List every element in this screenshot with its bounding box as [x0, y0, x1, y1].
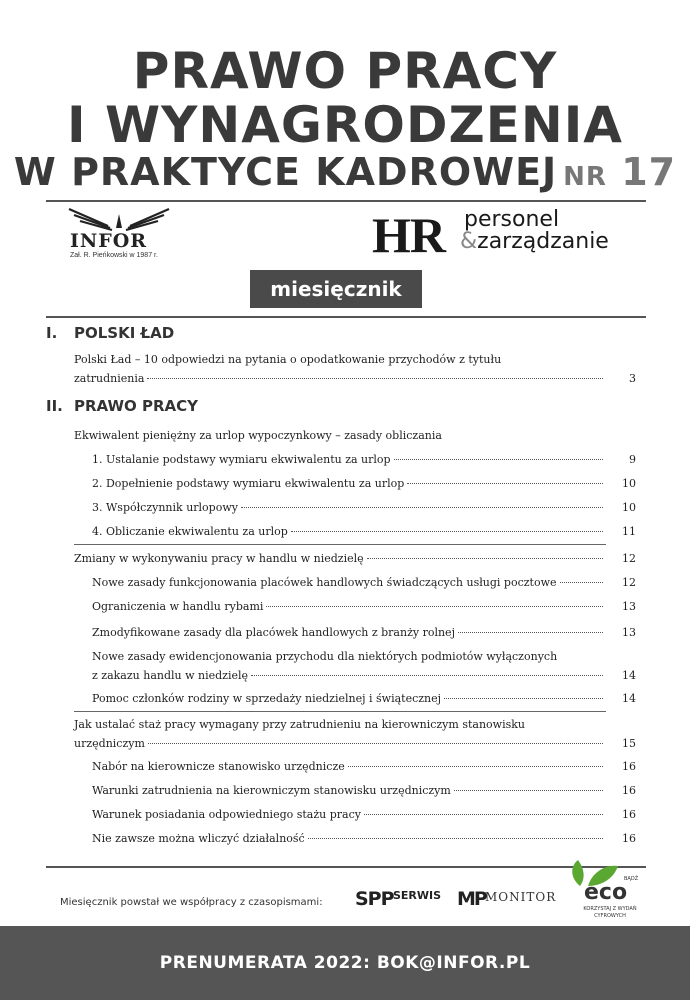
toc-entry-title: Pomoc członków rodziny w sprzedaży niedzielnej i świątecznej: [92, 692, 442, 705]
spp-mark: SPP: [355, 888, 394, 910]
masthead-line-3-text: W PRAKTYCE KADROWEJ: [13, 150, 558, 194]
toc-entry-title: Nie zawsze można wliczyć działalność: [92, 832, 305, 845]
toc-page-number: 10: [622, 477, 636, 490]
toc-entry-title: Nowe zasady ewidencjonowania przychodu dla niektórych podmiotów wyłączonych: [92, 650, 558, 663]
toc-entry-title: Nabór na kierownicze stanowisko urzędnicze: [92, 760, 345, 773]
hr-ampersand: &: [460, 229, 478, 254]
toc-entry-title: Zmiany w wykonywaniu pracy w handlu w niedzielę: [74, 552, 364, 565]
toc-entry-title: 3. Współczynnik urlopowy: [92, 501, 238, 514]
toc-entry[interactable]: [92, 781, 636, 800]
eco-sub: KORZYSTAJ Z WYDAŃ CYFROWYCH: [583, 906, 637, 919]
toc-page-number: 15: [622, 737, 636, 750]
masthead-line-3: [0, 150, 690, 199]
spp-serwis-logo: [355, 888, 442, 912]
leader-dots: [266, 606, 603, 607]
section-number: I.: [46, 324, 58, 342]
monitor-logo: [457, 888, 557, 912]
partners-intro: Miesięcznik powstał we współpracy z czasopismami:: [60, 897, 323, 908]
toc-entry-title: Jak ustalać staż pracy wymagany przy zatrudnieniu na kierowniczym stanowisku: [74, 718, 525, 731]
toc-entry-title: 4. Obliczanie ekwiwalentu za urlop: [92, 525, 288, 538]
hr-personel: personel: [464, 207, 560, 232]
masthead-line-1: PRAWO PRACY: [132, 42, 558, 100]
toc-entry-title: Zmodyfikowane zasady dla placówek handlowych z branży rolnej: [92, 626, 455, 639]
toc-entry-title: Warunki zatrudnienia na kierowniczym stanowisku urzędniczym: [92, 784, 451, 797]
section-title: PRAWO PRACY: [74, 397, 199, 415]
toc-entry[interactable]: [92, 498, 636, 517]
monitor-name: MONITOR: [485, 890, 557, 904]
section-number: II.: [46, 397, 63, 415]
section-heading-i: [46, 324, 174, 342]
toc-page-number: 14: [622, 669, 636, 682]
toc-page-number: 3: [629, 372, 636, 385]
toc-entry[interactable]: [92, 450, 636, 469]
toc-entry[interactable]: [92, 757, 636, 776]
toc-top-rule: [46, 316, 646, 318]
toc-entry-title: Warunek posiadania odpowiedniego stażu pracy: [92, 808, 361, 821]
leader-dots: [560, 582, 603, 583]
eco-word: eco: [584, 880, 628, 905]
toc-entry[interactable]: [92, 805, 636, 824]
toc-page-number: 14: [622, 692, 636, 705]
toc-page-number: 13: [622, 626, 636, 639]
periodicity-badge: miesięcznik: [250, 270, 422, 308]
monitor-mark: MP: [457, 888, 486, 910]
leader-dots: [241, 507, 603, 508]
spp-name: SERWIS: [393, 889, 442, 902]
leader-dots: [251, 675, 603, 676]
toc-page-number: 12: [622, 576, 636, 589]
toc-entry-title: Nowe zasady funkcjonowania placówek handlowych świadczących usługi pocztowe: [92, 576, 557, 589]
toc-entry[interactable]: [92, 474, 636, 493]
toc-entry[interactable]: [92, 573, 636, 592]
toc-entry[interactable]: [74, 549, 636, 568]
infor-established: Zał. R. Pieńkowski w 1987 r.: [70, 252, 158, 259]
toc-page-number: 16: [622, 760, 636, 773]
leader-dots: [147, 378, 603, 379]
eco-badge: BĄDŹ: [624, 876, 639, 882]
infor-name: INFOR: [70, 230, 148, 252]
toc-page-number: 10: [622, 501, 636, 514]
toc-entry-title: Ekwiwalent pieniężny za urlop wypoczynkowy – zasady obliczania: [74, 429, 442, 442]
toc-entry-title-cont: urzędniczym: [74, 737, 145, 750]
toc-page-number: 11: [622, 525, 636, 538]
toc-entry[interactable]: [74, 350, 636, 388]
toc-divider: [74, 544, 606, 545]
toc-entry-title: Ograniczenia w handlu rybami: [92, 600, 264, 613]
toc-entry[interactable]: [74, 426, 636, 445]
toc-page-number: 16: [622, 808, 636, 821]
toc-entry[interactable]: [74, 715, 636, 753]
toc-entry[interactable]: [92, 597, 636, 616]
infor-logo: [64, 206, 196, 264]
leader-dots: [454, 790, 603, 791]
leader-dots: [364, 814, 603, 815]
hr-zarzadzanie-text: zarządzanie: [477, 229, 609, 254]
hr-mark: HR: [372, 207, 445, 263]
leader-dots: [394, 459, 603, 460]
leader-dots: [148, 743, 603, 744]
toc-page-number: 9: [629, 453, 636, 466]
issue-label: NR: [563, 162, 607, 192]
issue-number: 17: [621, 150, 677, 194]
toc-page-number: 12: [622, 552, 636, 565]
toc-entry-title-cont: z zakazu handlu w niedzielę: [92, 669, 249, 682]
toc-entry[interactable]: [92, 829, 636, 848]
leader-dots: [308, 838, 603, 839]
toc-page-number: 13: [622, 600, 636, 613]
leader-dots: [291, 531, 603, 532]
masthead-line-2: I WYNAGRODZENIA: [66, 96, 623, 154]
toc-entry[interactable]: [92, 647, 636, 685]
toc-entry-title: 1. Ustalanie podstawy wymiaru ekwiwalentu za urlop: [92, 453, 391, 466]
masthead-rule: [46, 200, 646, 202]
leader-dots: [444, 698, 603, 699]
toc-divider: [74, 711, 606, 712]
toc-entry-title: 2. Dopełnienie podstawy wymiaru ekwiwalentu za urlop: [92, 477, 405, 490]
toc-page-number: 16: [622, 832, 636, 845]
toc-entry[interactable]: [92, 689, 636, 708]
toc-entry-title: Polski Ład – 10 odpowiedzi na pytania o opodatkowanie przychodów z tytułu: [74, 353, 502, 366]
subscription-footer: PRENUMERATA 2022: BOK@INFOR.PL: [0, 926, 690, 1000]
section-heading-ii: [46, 397, 198, 415]
leader-dots: [407, 483, 603, 484]
hr-zarzadzanie: [460, 230, 609, 254]
toc-entry[interactable]: [92, 522, 636, 541]
infor-wings-icon: [64, 206, 174, 232]
toc-entry-title-cont: zatrudnienia: [74, 372, 145, 385]
eco-logo: [566, 858, 646, 924]
hr-logo: [372, 207, 642, 263]
toc-bottom-rule: [46, 866, 646, 868]
section-title: POLSKI ŁAD: [74, 324, 175, 342]
leader-dots: [367, 558, 603, 559]
leader-dots: [348, 766, 603, 767]
toc-page-number: 16: [622, 784, 636, 797]
leader-dots: [458, 632, 603, 633]
toc-entry[interactable]: [92, 623, 636, 642]
